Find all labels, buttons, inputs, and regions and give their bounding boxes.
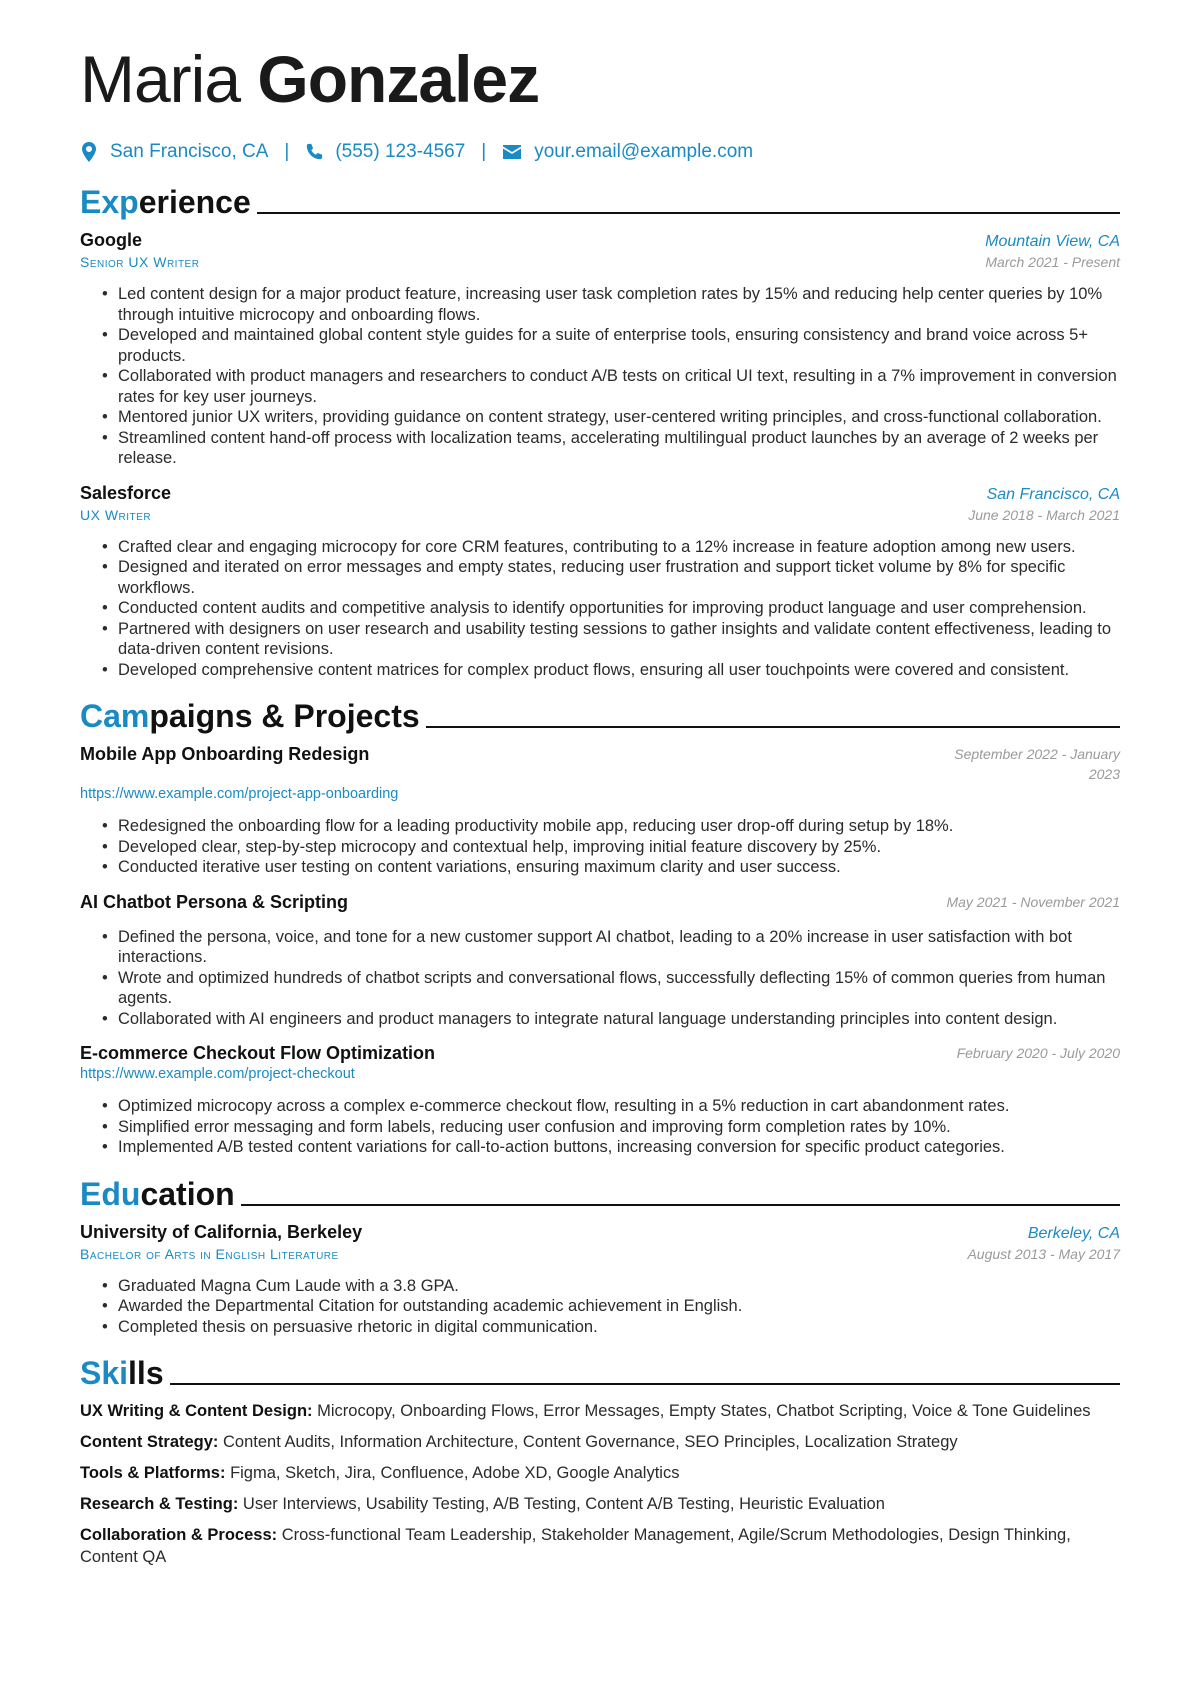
job-role: Senior UX Writer xyxy=(80,254,200,270)
heading-rest: cation xyxy=(140,1175,235,1212)
skill-label: UX Writing & Content Design: xyxy=(80,1402,313,1420)
section-rule xyxy=(426,726,1120,728)
contact-phone[interactable] xyxy=(305,141,465,163)
project-entry xyxy=(80,892,1120,1030)
experience-heading xyxy=(80,180,1120,220)
list-item: • Developed clear, step-by-step microcopy and contextual help, improving initial feature discovery by 25%. xyxy=(118,837,1120,858)
bullet-list xyxy=(80,284,1120,469)
school-name: University of California, Berkeley xyxy=(80,1221,363,1242)
heading-accent: Edu xyxy=(80,1175,141,1212)
skill-value: Microcopy, Onboarding Flows, Error Messages, Empty States, Chatbot Scripting, Voice & Tone Guidelines xyxy=(317,1402,1091,1420)
list-item: • Simplified error messaging and form labels, reducing user confusion and improving form completion rates by 10%. xyxy=(118,1117,1120,1138)
contact-email[interactable] xyxy=(502,141,753,163)
list-item: • Mentored junior UX writers, providing guidance on content strategy, user-centered writing principles, and cross-functional collaboration. xyxy=(118,407,1120,428)
job-dates: June 2018 - March 2021 xyxy=(968,506,1120,523)
list-item: • Redesigned the onboarding flow for a leading productivity mobile app, reducing user drop-off during setup by 18%. xyxy=(118,816,1120,837)
list-item: • Developed comprehensive content matrices for complex product flows, ensuring all user touchpoints were covered and consistent. xyxy=(118,660,1120,681)
project-title: AI Chatbot Persona & Scripting xyxy=(80,891,349,912)
list-item: • Implemented A/B tested content variations for call-to-action buttons, increasing conversion for specific product categories. xyxy=(118,1137,1120,1158)
section-rule xyxy=(241,1204,1120,1206)
list-item: • Completed thesis on persuasive rhetoric in digital communication. xyxy=(118,1317,1120,1338)
separator: | xyxy=(284,141,290,162)
section-rule xyxy=(170,1383,1120,1385)
job-entry xyxy=(80,483,1120,681)
list-item: • Collaborated with product managers and researchers to conduct A/B tests on critical UI text, resulting in a 7% improvement in conversion rates for key user journeys. xyxy=(118,366,1120,407)
skill-row xyxy=(80,1493,1120,1515)
phone-icon xyxy=(305,142,323,162)
degree: Bachelor of Arts in English Literature xyxy=(80,1245,339,1262)
bullet-list xyxy=(80,927,1120,1030)
skill-value: User Interviews, Usability Testing, A/B Testing, Content A/B Testing, Heuristic Evaluation xyxy=(242,1495,885,1513)
list-item: • Awarded the Departmental Citation for outstanding academic achievement in English. xyxy=(118,1296,1120,1317)
skills-list xyxy=(80,1400,1120,1568)
list-item: • Optimized microcopy across a complex e-commerce checkout flow, resulting in a 5% reduction in cart abandonment rates. xyxy=(118,1096,1120,1117)
email-link[interactable]: your.email@example.com xyxy=(534,141,754,162)
project-link[interactable]: https://www.example.com/project-app-onboarding xyxy=(80,786,399,802)
skill-row xyxy=(80,1462,1120,1484)
heading-accent: Cam xyxy=(80,698,150,734)
contact-bar xyxy=(80,138,1120,166)
skill-row xyxy=(80,1524,1120,1568)
company-name: Google xyxy=(80,230,142,250)
list-item: • Conducted iterative user testing on content variations, ensuring maximum clarity and user success. xyxy=(118,857,1120,878)
project-link[interactable]: https://www.example.com/project-checkout xyxy=(80,1066,355,1082)
list-item: • Developed and maintained global content style guides for a suite of enterprise tools, ensuring consistency and brand voice across 5+ products. xyxy=(118,325,1120,366)
location-text: San Francisco, CA xyxy=(110,141,269,162)
skills-heading xyxy=(80,1351,1120,1391)
section-rule xyxy=(257,212,1120,214)
education-entry xyxy=(80,1222,1120,1338)
contact-location xyxy=(80,141,268,163)
list-item: • Partnered with designers on user research and usability testing sessions to gather insights and validate content effectiveness, leading to data-driven content revisions. xyxy=(118,619,1120,660)
list-item: • Crafted clear and engaging microcopy for core CRM features, contributing to a 12% increase in feature adoption among new users. xyxy=(118,537,1120,558)
map-pin-icon xyxy=(80,142,98,162)
list-item: • Collaborated with AI engineers and product managers to integrate natural language understanding principles into content design. xyxy=(118,1009,1120,1030)
skill-value: Cross-functional Team Leadership, Stakeholder Management, Agile/Scrum Methodologies, Design Thinking, Content QA xyxy=(80,1526,1071,1566)
envelope-icon xyxy=(502,144,522,160)
heading-accent: Ski xyxy=(80,1355,129,1391)
company-name: Salesforce xyxy=(80,482,172,503)
project-dates: May 2021 - November 2021 xyxy=(946,893,1120,910)
list-item: • Graduated Magna Cum Laude with a 3.8 GPA. xyxy=(118,1276,1120,1297)
project-dates: February 2020 - July 2020 xyxy=(956,1045,1120,1061)
list-item: • Streamlined content hand-off process with localization teams, accelerating multilingual product launches by an average of 2 weeks per release. xyxy=(118,428,1120,469)
skill-label: Research & Testing: xyxy=(80,1495,239,1513)
skill-label: Content Strategy: xyxy=(80,1433,219,1451)
job-role: UX Writer xyxy=(80,506,152,523)
list-item: • Led content design for a major product feature, increasing user task completion rates by 15% and reducing help center queries by 10% through intuitive microcopy and onboarding flows. xyxy=(118,284,1120,325)
list-item: • Designed and iterated on error messages and empty states, reducing user frustration and support ticket volume by 8% for specific workflows. xyxy=(118,557,1120,598)
bullet-list xyxy=(80,537,1120,681)
bullet-list xyxy=(80,1276,1120,1338)
skill-value: Content Audits, Information Architecture, Content Governance, SEO Principles, Localization Strategy xyxy=(223,1433,958,1451)
skill-row xyxy=(80,1431,1120,1453)
first-name: Maria xyxy=(80,42,241,116)
projects-heading xyxy=(80,694,1120,734)
skill-label: Collaboration & Process: xyxy=(80,1526,278,1544)
heading-rest: erience xyxy=(138,184,251,220)
list-item: • Wrote and optimized hundreds of chatbot scripts and conversational flows, successfully deflecting 15% of common queries from human agents. xyxy=(118,968,1120,1009)
heading-accent: Exp xyxy=(80,184,139,220)
education-dates: August 2013 - May 2017 xyxy=(967,1245,1120,1262)
separator: | xyxy=(481,141,487,162)
job-location: San Francisco, CA xyxy=(986,485,1120,503)
heading-rest: paigns & Projects xyxy=(149,698,420,734)
candidate-name xyxy=(80,40,1120,118)
resume-page xyxy=(80,40,1120,1568)
job-location: Mountain View, CA xyxy=(985,233,1120,250)
bullet-list xyxy=(80,816,1120,878)
project-entry xyxy=(80,1043,1120,1158)
bullet-list xyxy=(80,1096,1120,1158)
education-heading xyxy=(80,1172,1120,1212)
heading-rest: lls xyxy=(128,1355,164,1391)
project-entry xyxy=(80,744,1120,878)
job-entry xyxy=(80,230,1120,469)
skill-row xyxy=(80,1400,1120,1422)
skill-value: Figma, Sketch, Jira, Confluence, Adobe XD, Google Analytics xyxy=(230,1464,680,1482)
job-dates: March 2021 - Present xyxy=(985,254,1120,270)
project-title: E-commerce Checkout Flow Optimization xyxy=(80,1043,436,1063)
last-name: Gonzalez xyxy=(257,42,540,116)
skill-label: Tools & Platforms: xyxy=(80,1464,226,1482)
project-title: Mobile App Onboarding Redesign xyxy=(80,744,370,764)
school-location: Berkeley, CA xyxy=(1027,1224,1120,1242)
list-item: • Conducted content audits and competitive analysis to identify opportunities for improving product language and user comprehension. xyxy=(118,598,1120,619)
phone-text[interactable]: (555) 123-4567 xyxy=(335,141,466,162)
project-dates: September 2022 - January 2023 xyxy=(954,746,1120,782)
list-item: • Defined the persona, voice, and tone for a new customer support AI chatbot, leading to a 20% increase in user satisfaction with bot interactions. xyxy=(118,927,1120,968)
